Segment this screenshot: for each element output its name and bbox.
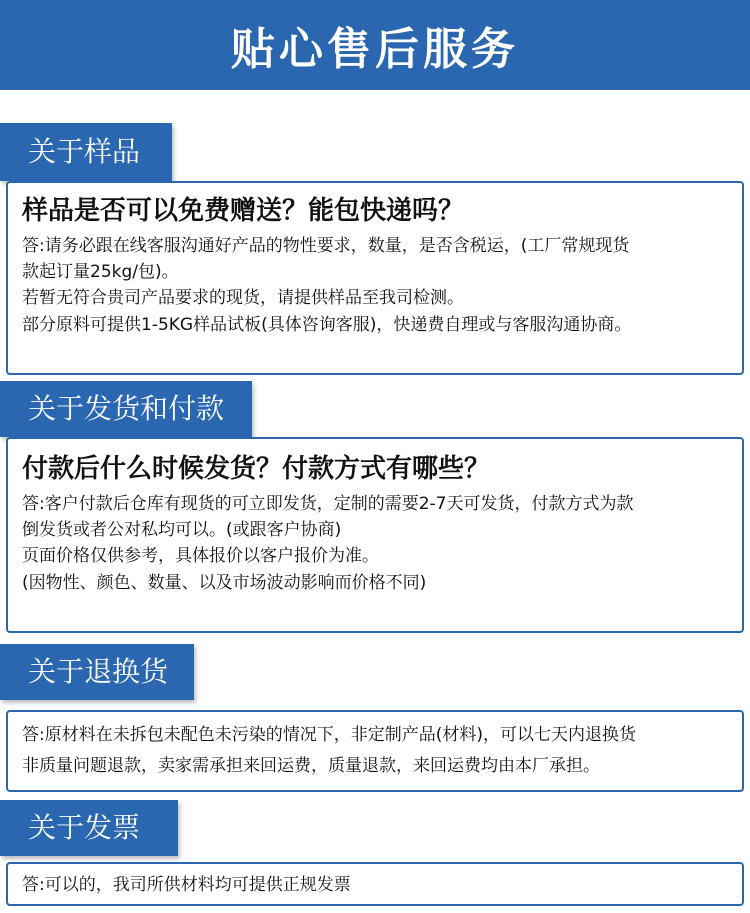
answer-line: 答:可以的，我司所供材料均可提供正规发票 <box>22 875 351 895</box>
section-box-shipping-payment <box>6 437 744 633</box>
answer-line: 答:客户付款后仓库有现货的可立即发货，定制的需要2-7天可发货，付款方式为款 <box>22 493 634 514</box>
faq-question: 样品是否可以免费赠送？能包快递吗？ <box>22 196 465 226</box>
section-box-returns <box>6 710 744 792</box>
answer-line: 若暂无符合贵司产品要求的现货，请提供样品至我司检测。 <box>22 288 464 309</box>
section-tag-label: 关于发票 <box>28 811 141 844</box>
page-header <box>0 0 750 90</box>
answer-line: 答:原材料在未拆包未配色未污染的情况下，非定制产品(材料)，可以七天内退换货 <box>22 725 636 745</box>
section-tag-invoice <box>0 800 178 856</box>
answer-line: 倒发货或者公对私均可以。(或跟客户协商) <box>22 520 342 541</box>
answer-line: 答:请务必跟在线客服沟通好产品的物性要求，数量，是否含税运，(工厂常规现货 <box>22 235 630 256</box>
answer-line: 款起订量25kg/包)。 <box>22 262 179 283</box>
section-tag-returns <box>0 644 194 700</box>
answer-line: (因物性、颜色、数量、以及市场波动影响而价格不同) <box>22 572 427 593</box>
section-tag-label: 关于退换货 <box>28 655 169 688</box>
section-box-samples <box>6 181 744 375</box>
section-tag-shipping-payment <box>0 381 252 437</box>
faq-question: 付款后什么时候发货？付款方式有哪些？ <box>22 454 491 484</box>
answer-line: 部分原料可提供1-5KG样品试板(具体咨询客服)，快递费自理或与客服沟通协商。 <box>22 314 632 335</box>
page-title: 贴心售后服务 <box>231 24 519 75</box>
section-tag-samples <box>0 123 172 181</box>
answer-line: 非质量问题退款，卖家需承担来回运费，质量退款，来回运费均由本厂承担。 <box>22 755 600 776</box>
section-tag-label: 关于样品 <box>28 135 141 168</box>
section-tag-label: 关于发货和付款 <box>28 392 225 425</box>
section-box-invoice <box>6 862 744 906</box>
answer-line: 页面价格仅供参考，具体报价以客户报价为准。 <box>22 546 379 567</box>
